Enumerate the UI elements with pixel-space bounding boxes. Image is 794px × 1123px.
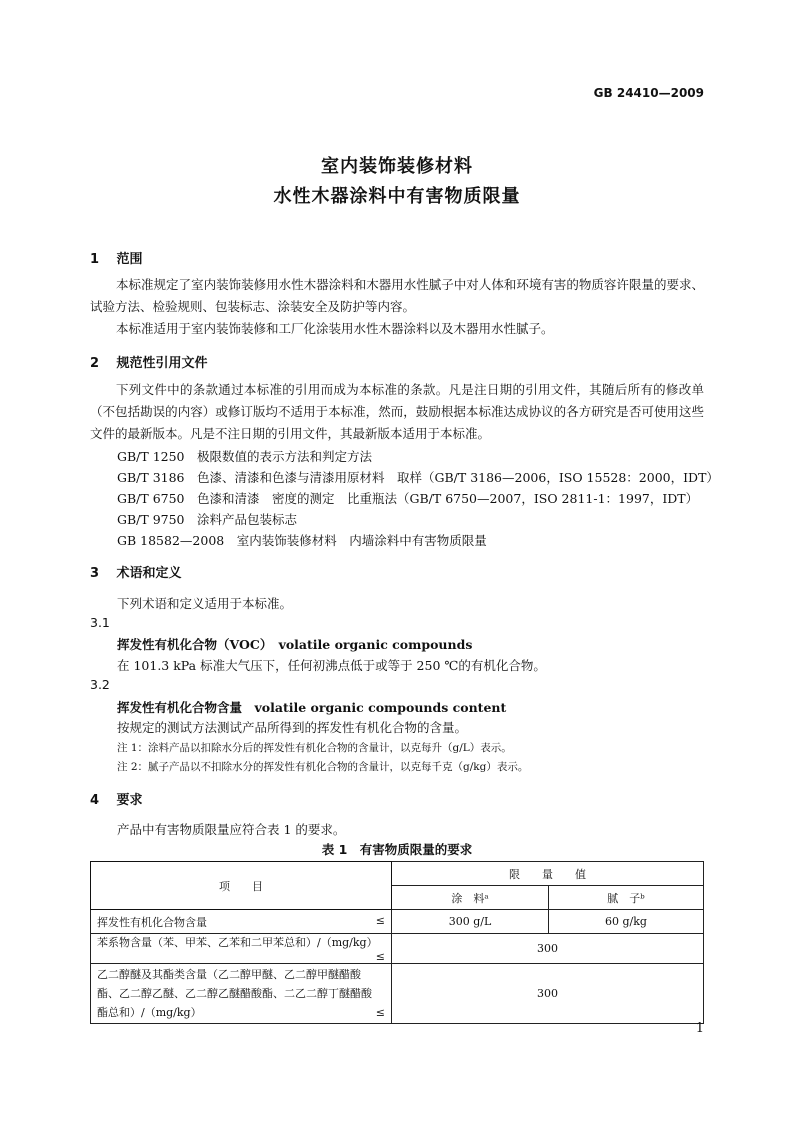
reference-item: GB/T 6750 色漆和清漆 密度的测定 比重瓶法（GB/T 6750—2007，ISO 2811-1：1997，IDT） [117, 491, 699, 506]
section-3-heading [90, 562, 182, 581]
note-1: 注 1：涂料产品以扣除水分后的挥发性有机化合物的含量计，以克每升（g/L）表示。 [117, 742, 512, 754]
row-item-label-line: 乙二醇醚及其酯类含量（乙二醇甲醚、乙二醇甲醚醋酸 [97, 968, 361, 981]
row-item-label-line: 酯、乙二醇乙醚、乙二醇乙醚醋酸酯、二乙二醇丁醚醋酸 [97, 987, 372, 1000]
page-number: 1 [695, 1021, 704, 1036]
header-item: 项 目 [91, 862, 392, 910]
doc-title-line2: 水性木器涂料中有害物质限量 [273, 186, 521, 207]
section-title: 范围 [116, 252, 143, 267]
reference-item: GB/T 9750 涂料产品包装标志 [117, 512, 298, 527]
section-1-para-1: 本标准规定了室内装饰装修用水性木器涂料和木器用水性腻子中对人体和环境有害的物质容许限量的要求、试验方法、检验规则、包装标志、涂装安全及防护等内容。 [90, 277, 704, 314]
header-putty: 腻 子ᵇ [549, 886, 704, 910]
term-3-2-number: 3.2 [90, 677, 110, 692]
doc-title-line1: 室内装饰装修材料 [321, 156, 473, 177]
row-merged-value: 300 [392, 934, 704, 964]
section-number: 2 [90, 356, 100, 371]
term-3-1-number: 3.1 [90, 615, 110, 630]
row-putty-value: 60 g/kg [549, 910, 704, 934]
table-row [91, 910, 704, 934]
section-title: 规范性引用文件 [116, 356, 208, 371]
row-coating-value: 300 g/L [392, 910, 549, 934]
leq-sign: ≤ [375, 1006, 385, 1019]
reference-item: GB/T 1250 极限数值的表示方法和判定方法 [117, 449, 373, 464]
row-item-label: 苯系物含量（苯、甲苯、乙苯和二甲苯总和）/（mg/kg） [97, 936, 378, 949]
leq-sign: ≤ [375, 913, 385, 927]
table-caption: 表 1 有害物质限量的要求 [321, 842, 473, 857]
reference-item: GB/T 3186 色漆、清漆和色漆与清漆用原材料 取样（GB/T 3186—2006，ISO 15528：2000，IDT） [117, 470, 719, 485]
table-row [91, 964, 704, 1024]
section-number: 4 [90, 793, 100, 808]
row-item [91, 964, 392, 1024]
term-3-1-definition: 在 101.3 kPa 标准大气压下，任何初沸点低于或等于 250 ℃的有机化合物。 [117, 658, 546, 673]
standard-code: GB 24410—2009 [593, 86, 704, 100]
section-1-para-2: 本标准适用于室内装饰装修和工厂化涂装用水性木器涂料以及木器用水性腻子。 [116, 321, 554, 336]
row-item-label: 挥发性有机化合物含量 [97, 915, 207, 929]
table-row [91, 934, 704, 964]
section-4-heading [90, 789, 143, 808]
section-1-heading [90, 248, 143, 267]
reference-item: GB 18582—2008 室内装饰装修材料 内墙涂料中有害物质限量 [117, 533, 487, 548]
note-2: 注 2：腻子产品以不扣除水分的挥发性有机化合物的含量计，以克每千克（g/kg）表示。 [117, 761, 529, 773]
row-merged-value: 300 [392, 964, 704, 1024]
section-number: 1 [90, 252, 100, 267]
term-3-1-name: 挥发性有机化合物（VOC） volatile organic compounds [117, 637, 473, 652]
section-2-para: 下列文件中的条款通过本标准的引用而成为本标准的条款。凡是注日期的引用文件，其随后所有的修改单（不包括勘误的内容）或修订版均不适用于本标准，然而，鼓励根据本标准达成协议的各方研究是否可使用这些文件的最新版本。凡是不注日期的引用文件，其最新版本适用于本标准。 [90, 382, 704, 441]
section-2-heading [90, 352, 208, 371]
term-3-2-name: 挥发性有机化合物含量 volatile organic compounds content [117, 700, 507, 715]
header-coating: 涂 料ᵃ [392, 886, 549, 910]
section-title: 要求 [116, 793, 143, 808]
section-number: 3 [90, 566, 100, 581]
header-limit-value: 限 量 值 [392, 862, 704, 886]
term-3-2-definition: 按规定的测试方法测试产品所得到的挥发性有机化合物的含量。 [117, 720, 468, 735]
section-4-para: 产品中有害物质限量应符合表 1 的要求。 [117, 822, 346, 837]
row-item [91, 910, 392, 934]
row-item [91, 934, 392, 964]
section-3-intro: 下列术语和定义适用于本标准。 [117, 596, 293, 611]
section-title: 术语和定义 [116, 566, 182, 581]
leq-sign: ≤ [375, 950, 385, 963]
requirements-table [90, 861, 704, 1024]
row-item-label-line: 酯总和）/（mg/kg） ≤ [97, 1003, 385, 1022]
